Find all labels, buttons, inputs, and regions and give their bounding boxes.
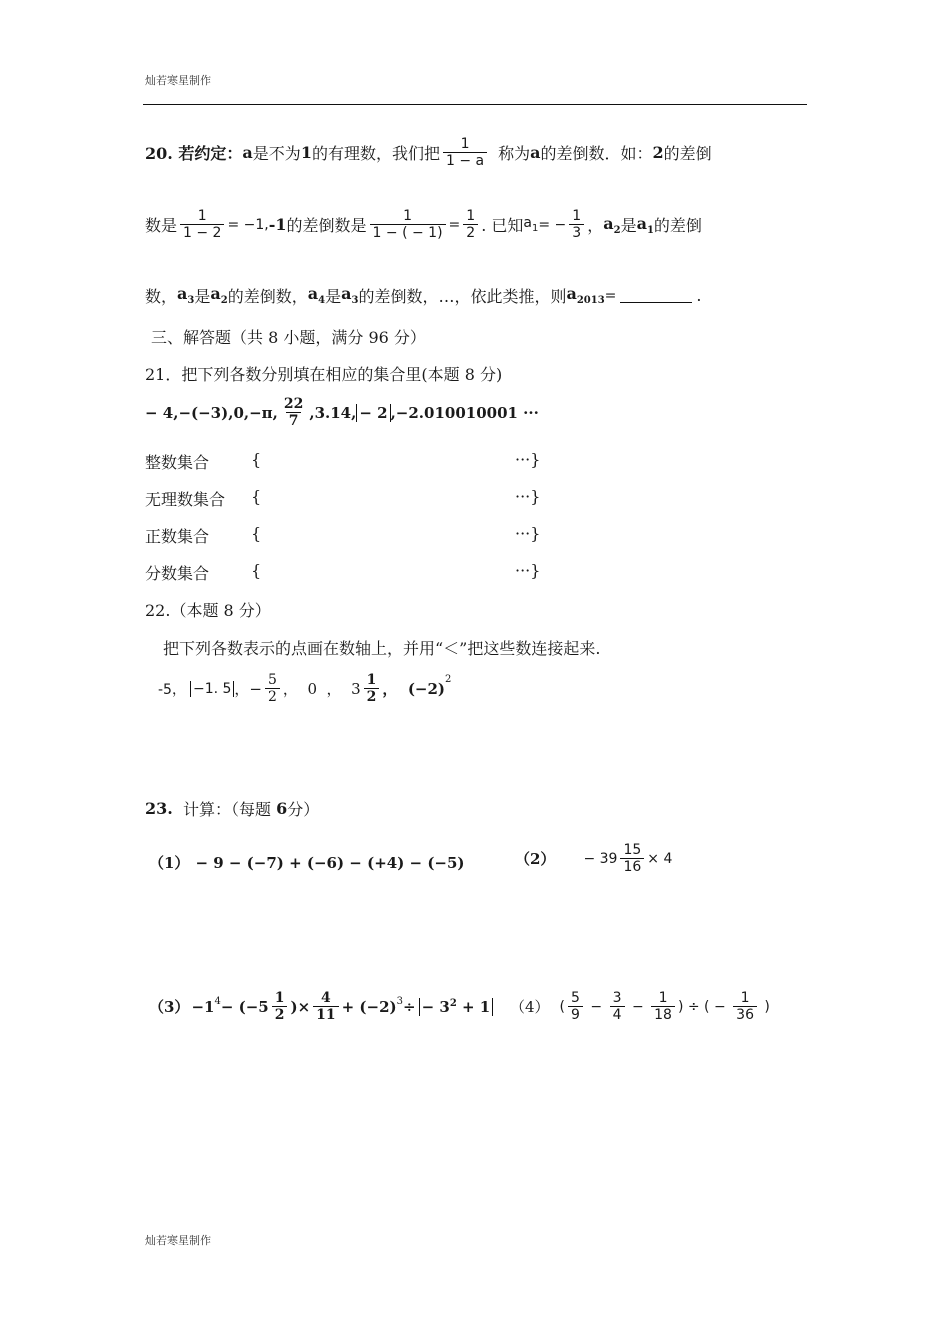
var-a4 <box>308 284 325 306</box>
number-2: 2 <box>652 143 664 163</box>
set-label: 分数集合 <box>145 564 210 583</box>
number-1: 1 <box>300 143 312 163</box>
open-brace: { <box>251 450 262 469</box>
text: = −1, <box>227 216 269 233</box>
var: a <box>210 284 221 304</box>
close-brace: ···} <box>515 524 541 543</box>
part-label: （1） <box>149 854 190 872</box>
numerator: 1 <box>460 136 470 152</box>
open-brace: { <box>251 487 262 506</box>
numerator: 3 <box>612 990 622 1006</box>
text: 称为 <box>498 144 531 164</box>
var-a3 <box>341 284 358 306</box>
fraction <box>569 208 584 241</box>
text: − 39 <box>583 850 618 867</box>
fraction <box>463 208 478 241</box>
text: . 已知 <box>481 216 524 236</box>
var: a <box>603 213 614 233</box>
fraction <box>180 208 224 241</box>
text: 的差倒数．如： <box>540 144 653 164</box>
denominator: 2 <box>272 1006 288 1023</box>
text: 是不为 <box>252 144 301 164</box>
set-label: 整数集合 <box>145 453 210 472</box>
fraction <box>733 990 757 1023</box>
var-a2 <box>603 214 620 236</box>
q20-line-1 <box>145 136 712 169</box>
q20-line-2 <box>145 208 702 241</box>
exponent: 2 <box>449 997 457 1009</box>
var: a <box>177 284 188 304</box>
set-label: 正数集合 <box>145 527 210 546</box>
text: 的差倒数，…，依此类推，则 <box>358 287 567 306</box>
expression: − 9 − (−7) + (−6) − (+4) − (−5) <box>195 853 465 872</box>
var: a <box>523 215 532 232</box>
denominator: 2 <box>265 688 280 705</box>
subscript: 1 <box>531 222 539 234</box>
var: a <box>341 284 352 304</box>
denominator: 11 <box>313 1006 338 1023</box>
text: ,−2.010010001 ··· <box>390 403 539 422</box>
text: + 1 <box>456 997 491 1016</box>
subscript: 1 <box>646 224 654 236</box>
denominator: 1 − a <box>443 152 487 169</box>
subscript: 2 <box>220 295 228 307</box>
text: ) ÷ ( − <box>677 998 731 1015</box>
text: . <box>696 286 702 305</box>
denominator: 9 <box>568 1006 583 1023</box>
denominator: 1 − 2 <box>180 224 224 241</box>
subscript: 2 <box>613 224 621 236</box>
numerator: 1 <box>197 208 207 224</box>
numerator: 15 <box>623 842 642 858</box>
var-a3 <box>177 284 194 306</box>
fraction <box>620 842 644 875</box>
q23-p3 <box>149 990 493 1023</box>
close-brace: ···} <box>515 487 541 506</box>
text: × 4 <box>647 850 673 867</box>
exponent: 4 <box>214 996 221 1007</box>
exponent: 3 <box>396 996 404 1007</box>
text: ÷ <box>403 997 416 1016</box>
text: 的差倒 <box>653 216 702 236</box>
numerator: 22 <box>283 396 304 412</box>
numerator: 1 <box>466 208 476 224</box>
denominator: 18 <box>651 1006 675 1023</box>
text: 的差倒数是 <box>286 216 367 236</box>
fraction <box>281 396 306 429</box>
text: 数， <box>145 287 178 306</box>
fraction <box>443 136 487 169</box>
text: -5， <box>158 681 186 698</box>
denominator: 16 <box>620 858 644 875</box>
number-6: 6 <box>276 799 288 818</box>
text: 的有理数，我们把 <box>311 144 440 164</box>
page-header: 灿若寒星制作 <box>145 74 211 87</box>
q23-p1 <box>149 852 465 873</box>
text: 是 <box>325 287 342 306</box>
q22-numbers <box>158 672 451 705</box>
text: ( <box>559 998 566 1015</box>
var-a1 <box>523 215 538 234</box>
text: ，− <box>234 680 262 699</box>
q23-p2 <box>515 842 672 875</box>
var-a: a <box>242 143 253 163</box>
page-footer: 灿若寒星制作 <box>145 1234 211 1247</box>
text: 的差倒 <box>663 144 712 164</box>
text: 是 <box>194 287 211 306</box>
numerator: 1 <box>366 672 377 688</box>
q23-title <box>145 797 319 820</box>
var: a <box>636 213 647 233</box>
text: + (−2) <box>341 997 397 1016</box>
q22-instruction: 把下列各数表示的点画在数轴上，并用“＜”把这些数连接起来. <box>163 639 601 658</box>
denominator: 1 − ( − 1) <box>370 224 446 241</box>
numerator: 4 <box>321 990 331 1006</box>
number-neg-1: -1 <box>268 215 287 235</box>
answer-blank[interactable] <box>620 288 692 303</box>
numerator: 1 <box>572 208 582 224</box>
abs-value: −1. 5 <box>190 681 234 697</box>
fraction <box>313 990 338 1023</box>
denominator: 36 <box>733 1006 757 1023</box>
text: − (−5 <box>220 997 269 1016</box>
q20-line-3 <box>145 284 702 307</box>
fraction <box>272 990 288 1023</box>
numerator: 5 <box>571 990 580 1006</box>
numerator: 1 <box>403 208 412 224</box>
text: ,3.14, <box>309 403 357 422</box>
close-brace: ···} <box>515 561 541 580</box>
q21-numbers <box>145 396 539 429</box>
var: a <box>566 284 577 304</box>
numerator: 5 <box>268 672 277 688</box>
close-brace: ···} <box>515 450 541 469</box>
text: = <box>448 216 461 233</box>
q22-title: 22.（本题 8 分） <box>145 601 271 620</box>
exponent: 2 <box>445 674 452 685</box>
text: −1 <box>191 997 215 1016</box>
denominator: 2 <box>364 688 380 705</box>
text: 计算：（每题 <box>172 800 277 819</box>
numerator: 1 <box>658 990 668 1006</box>
text: − 3 <box>421 997 450 1016</box>
denominator: 4 <box>610 1006 625 1023</box>
text: 是 <box>620 216 637 236</box>
part-label: （3） <box>149 998 190 1017</box>
q21-title: 21．把下列各数分别填在相应的集合里(本题 8 分) <box>145 365 503 384</box>
part-label: （4） <box>510 998 550 1017</box>
text: ， (−2) <box>382 680 446 699</box>
text: 分） <box>287 800 320 819</box>
fraction <box>265 672 280 705</box>
subscript: 3 <box>187 295 195 307</box>
var-a: a <box>530 143 541 163</box>
text: ， 0 ， 3 <box>282 680 361 699</box>
fraction <box>651 990 675 1023</box>
numerator: 1 <box>740 990 750 1006</box>
set-label: 无理数集合 <box>145 490 226 509</box>
open-brace: { <box>251 524 262 543</box>
denominator: 3 <box>569 224 584 241</box>
abs-value <box>419 998 494 1016</box>
text: − <box>585 998 607 1015</box>
subscript: 2013 <box>576 295 605 307</box>
part-label: （2） <box>515 850 556 869</box>
open-brace: { <box>251 561 262 580</box>
text: ) <box>759 998 770 1015</box>
subscript: 4 <box>318 295 326 307</box>
text: − <box>627 998 649 1015</box>
text: ， <box>587 216 604 236</box>
abs-value: − 2 <box>356 404 390 422</box>
text: 的差倒数， <box>227 287 308 306</box>
var: a <box>307 284 319 304</box>
text: − 4,−(−3),0,−π, <box>145 403 278 422</box>
fraction <box>610 990 625 1023</box>
text: = <box>604 287 617 304</box>
q20-number: 20. 若约定： <box>145 144 243 164</box>
header-rule <box>143 104 807 105</box>
fraction <box>370 208 446 241</box>
denominator: 2 <box>463 224 478 241</box>
fraction <box>364 672 380 705</box>
text: 数是 <box>145 216 178 236</box>
section-title: 三、解答题（共 8 小题，满分 96 分） <box>151 328 426 347</box>
q23-number: 23. <box>145 799 173 818</box>
q23-p4 <box>510 990 770 1023</box>
text: )× <box>290 997 311 1016</box>
fraction <box>568 990 583 1023</box>
text: = − <box>538 216 567 233</box>
denominator: 7 <box>286 412 302 429</box>
subscript: 3 <box>351 295 359 307</box>
var-a1 <box>637 214 654 236</box>
var-a2013 <box>566 284 604 306</box>
var-a2 <box>210 284 227 306</box>
numerator: 1 <box>274 990 285 1006</box>
